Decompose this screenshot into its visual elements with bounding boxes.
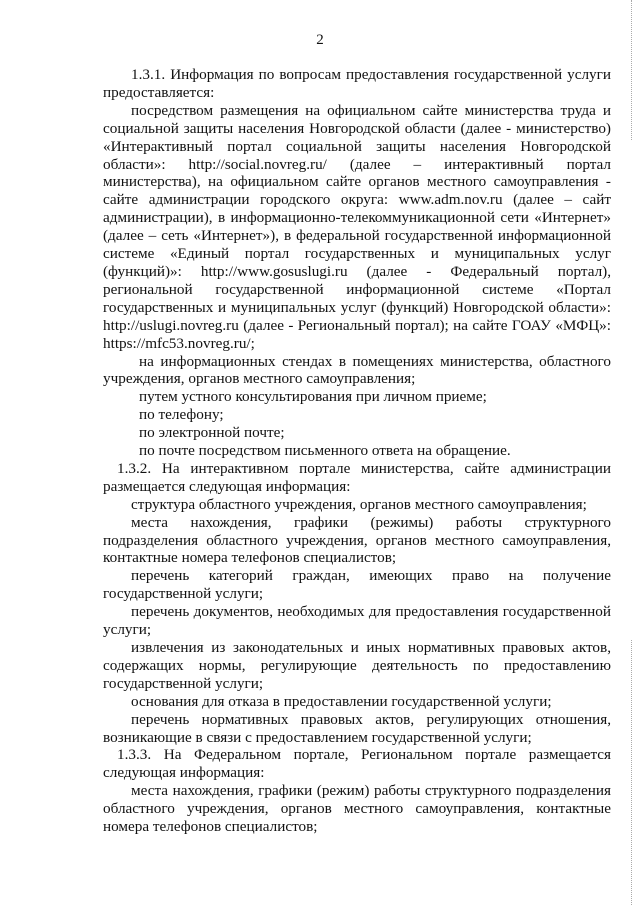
paragraph-by-email: по электронной почте; (139, 424, 285, 442)
paragraph-by-post: по почте посредством письменного ответа на обращение. (139, 442, 511, 460)
paragraph-extracts: извлечения из законодательных и иных нормативных правовых актов, содержащих нормы, регулирующие деятельность по предоставлению государственной услуги; (103, 639, 611, 692)
paragraph-categories: перечень категорий граждан, имеющих право на получение государственной услуги; (103, 567, 611, 603)
paragraph-legal-acts: перечень нормативных правовых актов, регулирующих отношения, возникающие в связи с предоставлением государственной услуги; (103, 710, 611, 746)
paragraph-refusal: основания для отказа в предоставлении государственной услуги; (131, 692, 552, 710)
page-number: 2 (316, 32, 324, 48)
paragraph-info-stands: на информационных стендах в помещениях министерства, областного учреждения, органов местного самоуправления; (103, 352, 611, 388)
paragraph-1-3-1: 1.3.1. Информация по вопросам предоставления государственной услуги предоставляется: (103, 66, 611, 101)
document-body (103, 66, 611, 836)
scan-edge-mark (631, 0, 640, 140)
paragraph-oral-consult: путем устного консультирования при личном приеме; (139, 388, 487, 406)
paragraph-1-3-2: 1.3.2. На интерактивном портале министерства, сайте администрации размещается следующая информация: (103, 459, 611, 495)
paragraph-website-info: посредством размещения на официальном сайте министерства труда и социальной защиты населения Новгородской области (далее - министерство) «Интерактивный портал социальной защиты населения Новгородской области»: http://social.novreg.ru/ (далее – интерактивный портал министерства), на официальном сайте органов местного самоуправления - сайте администрации городского округа: www.adm.nov.ru (далее – сайт администрации), в информационно-телекоммуникационной сети «Интернет» (далее – сеть «Интернет»), в федеральной государственной информационной системе «Единый портал государственных и муниципальных услуг (функций)»: http://www.gosuslugi.ru (далее - Федеральный портал), региональной государственной информационной системе «Портал государственных и муниципальных услуг (функций) Новгородской области»: http://uslugi.novreg.ru (далее - Региональный портал); на сайте ГОАУ «МФЦ»: https://mfc53.novreg.ru/; (103, 101, 611, 352)
paragraph-documents: перечень документов, необходимых для предоставления государственной услуги; (103, 603, 611, 639)
scan-edge-mark (631, 640, 640, 905)
paragraph-by-phone: по телефону; (139, 406, 224, 424)
paragraph-1-3-3: 1.3.3. На Федеральном портале, Региональном портале размещается следующая информация: (103, 746, 611, 782)
paragraph-federal-locations: места нахождения, графики (режим) работы структурного подразделения областного учреждения, органов местного самоуправления, контактные номера телефонов специалистов; (103, 782, 611, 836)
paragraph-locations: места нахождения, графики (режимы) работы структурного подразделения областного учреждения, органов местного самоуправления, контактные номера телефонов специалистов; (103, 513, 611, 567)
paragraph-structure: структура областного учреждения, органов местного самоуправления; (131, 495, 587, 513)
